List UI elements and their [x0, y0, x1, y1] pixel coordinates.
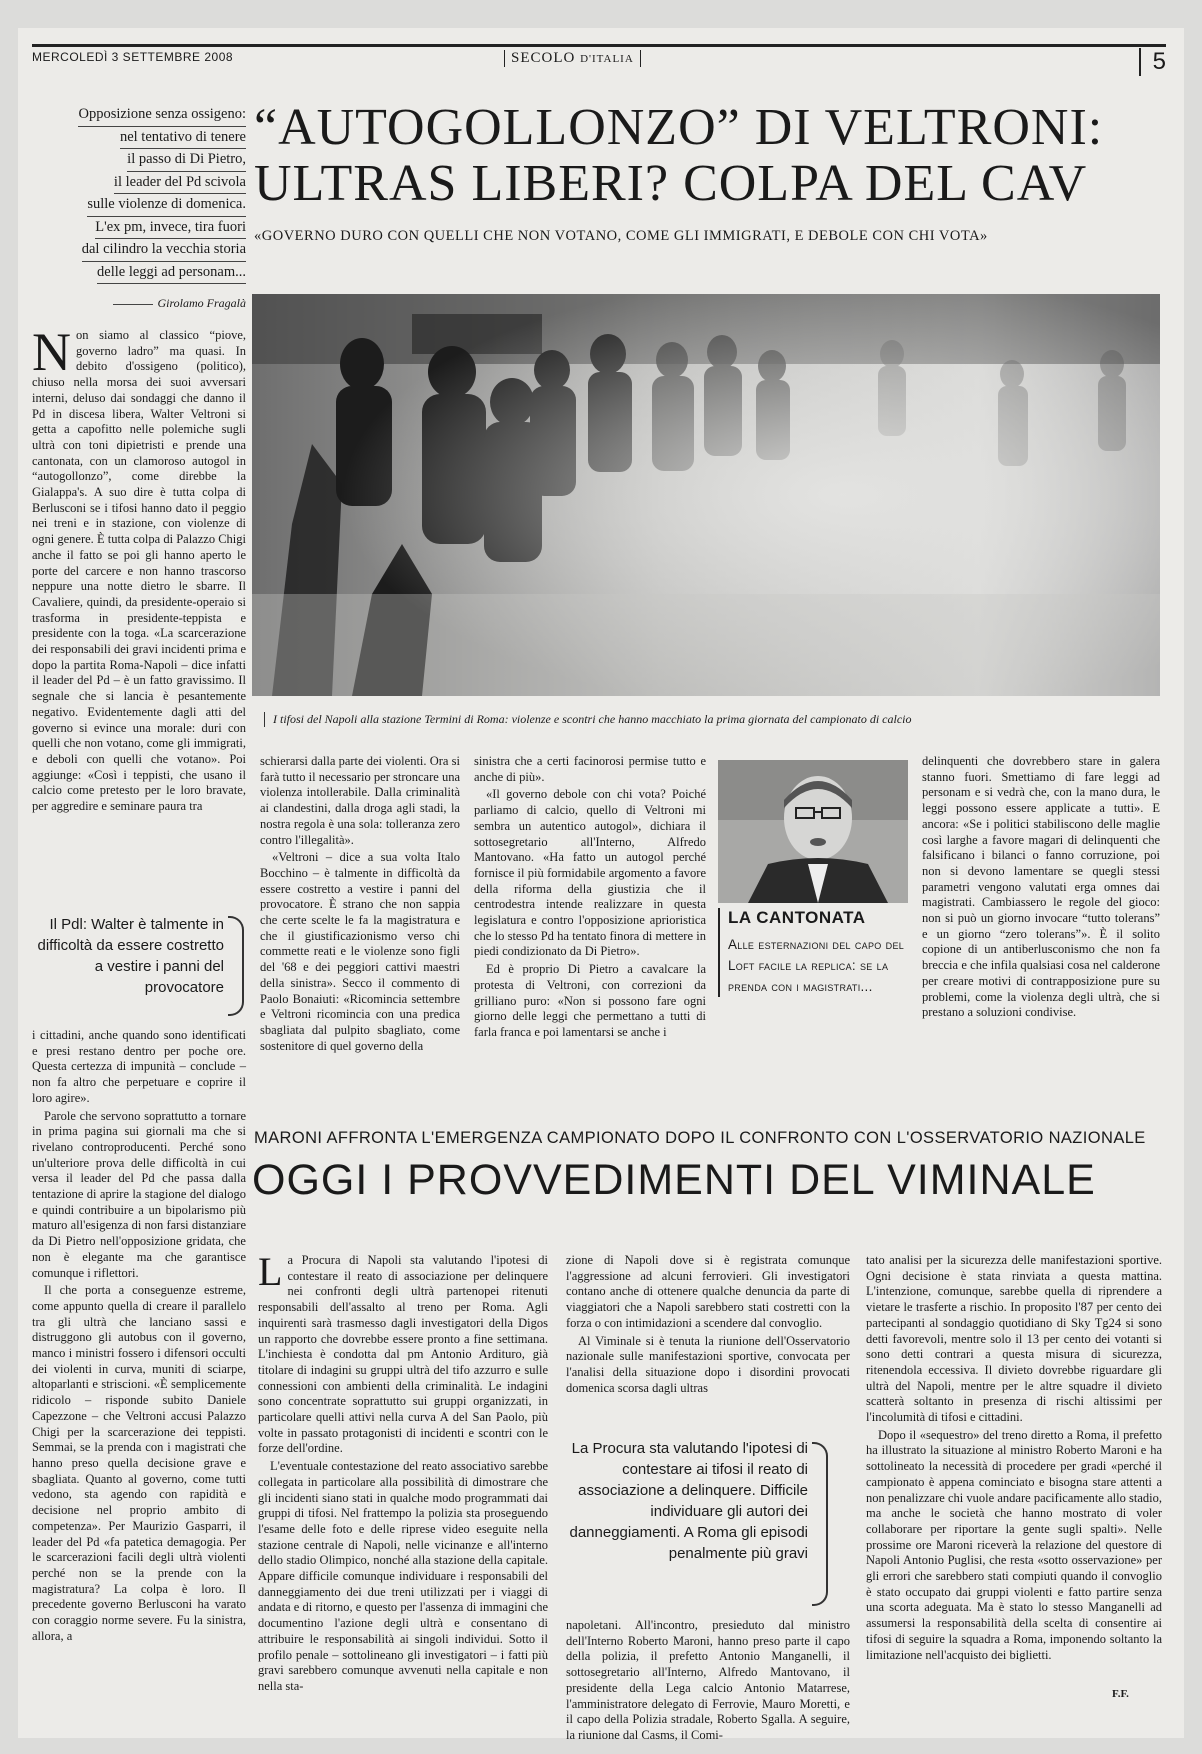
- paragraph: tato analisi per la sicurezza delle manifestazioni sportive. Ogni decisione è stata rinviata a questa mattina. L'intenzione, comunque, sarebbe quella di riprendere a vietare le trasferte a rischio. In proposito l'87 per cento dei partecipanti al sondaggio quotidiano di Sky Tg24 si sono detti favorevoli, mentre solo il 13 per cento dei votanti si sono detti contrari a questa misura di sicurezza, ritenendola eccessiva. Il divieto dovrebbe riguardare gli ultrà del Napoli, mentre per le altre squadre il divieto scatterà soltanto in presenza di rischi altissimi per l'incolumità di tifosi e cittadini.: [866, 1253, 1162, 1425]
- paragraph: «Il governo debole con chi vota? Poiché parliamo di calcio, quello di Veltroni mi sembra un autentico autogol», dichiara il sottosegretario all'Interno, Alfredo Mantovano. «Ha fatto un autogol perché fornisce il più formidabile argomento a favore della riforma della giustizia che il centrodestra intende realizzare in questa legislatura e contro l'opposizione aprioristica che lo stesso Pd ha tentato finora di mettere in piedi condizionato da Di Pietro».: [474, 787, 706, 959]
- paragraph: [32, 322, 246, 815]
- pull-quote: Il Pdl: Walter è talmente in difficoltà da essere costretto a vestire i panni del provocatore: [32, 914, 246, 1016]
- paragraph: Ed è proprio Di Pietro a cavalcare la protesta di Veltroni, con correzioni da grilliano puro: «Non si possono fare ogni giorno delle leggi che permettano a tutti di farla franca e poi lamentarsi se anche i: [474, 962, 706, 1039]
- dropcap: N: [32, 322, 71, 382]
- article1-column-4: [922, 754, 1160, 1096]
- dropcap: L: [258, 1249, 283, 1294]
- article1-column-3: [474, 754, 706, 1096]
- paragraph: Dopo il «sequestro» del treno diretto a Roma, il prefetto ha illustrato la situazione al ministro Roberto Maroni e ha sottolineato la necessità di procedere per gradi «perché il campionato è appena cominciato e bisogna stare attenti a non penalizzare chi vuole andare pacificamente allo stadio, ma anche le società che hanno mostrato di voler collaborare per riportare la gente sugli spalti». Nelle prossime ore Maroni riceverà la relazione del questore di Napoli Antonio Puglisi, che resta «sotto osservazione» per gli errori che sarebbero stati compiuti quando il convoglio è stato occupato dai gruppi violenti e fatto partire senza una scorta adeguata. Ma è stato lo stesso Manganelli ad assumersi la responsabilità della scelta di consentire ai tifosi di seguire la squadra a Roma, imponendo soltanto la limitazione nell'acquisto dei biglietti.: [866, 1427, 1162, 1662]
- byline: [32, 296, 246, 311]
- author-name: Girolamo Fragalà: [157, 296, 246, 310]
- article2-column-2-top: [566, 1253, 850, 1427]
- header-rule: [32, 44, 1166, 47]
- paragraph: schierarsi dalla parte dei violenti. Ora si farà tutto il necessario per stroncare una violenza intollerabile. Dalla criminalità ai clandestini, dalla droga agli stadi, la nostra regola è una sola: tolleranza zero contro l'illegalità».: [260, 754, 460, 847]
- subheadline: «GOVERNO DURO CON QUELLI CHE NON VOTANO, COME GLI IMMIGRATI, E DEBOLE CON CHI VOTA»: [254, 228, 988, 244]
- headline-line-2: ULTRAS LIBERI? COLPA DEL CAV: [254, 155, 1088, 212]
- newspaper-page: [18, 28, 1184, 1742]
- intro-line: Opposizione senza ossigeno:: [78, 104, 246, 127]
- article-signature: F.F.: [1112, 1688, 1129, 1700]
- paragraph: sinistra che a certi facinorosi permise tutto e anche di più».: [474, 754, 706, 784]
- politician-portrait-photo: [718, 760, 908, 903]
- article1-column-1-top: [32, 322, 246, 896]
- masthead: [504, 50, 641, 67]
- photo-caption: I tifosi del Napoli alla stazione Termini di Roma: violenze e scontri che hanno macchiato la prima giornata del campionato di calcio: [264, 712, 1154, 727]
- headline-line-1: “AUTOGOLLONZO” DI VELTRONI:: [254, 99, 1104, 156]
- paragraph: i cittadini, anche quando sono identificati e presi restano dentro per poche ore. Questa certezza di impunità – conclude – non fa altro che perpetuare e coprire il loro agire».: [32, 1028, 246, 1105]
- article-intro: [32, 104, 246, 284]
- paragraph: L'eventuale contestazione del reato associativo sarebbe collegata in particolare alla possibilità di dimostrare che gli incidenti siano stati in qualche modo programmati dai gruppi di tifosi. Nel frattempo la polizia sta proseguendo l'esame delle foto e delle riprese video eseguite nella stazione centrale di Napoli, nelle vicinanze e all'interno dello stadio Olimpico, nonché alla stazione della capitale. Appare difficile comunque individuare i responsabili del danneggiamento dei due treni utilizzati per i viaggi di andata e di ritorno, e questo per l'assenza di immagini che documentino l'azione degli ultrà e consentano di attribuire le responsabilità ai singoli individui. Sotto il profilo penale – sottolineano gli investigatori – i fatti più gravi sarebbero comunque avvenuti nella capitale e non nella sta-: [258, 1459, 548, 1693]
- paragraph: Parole che servono soprattutto a tornare in prima pagina sui giornali ma che si rivelano controproducenti. Perché sono un'ulteriore prova delle difficoltà in cui versa il leader del Pd che passa dalla tentazione di aprire la stagione del dialogo e quindi contribuire a un bipolarismo più maturo all'esigenza di non farsi distanziare da Di Pietro nell'opposizione gridata, che non è elegante ma che garantisce comunque i riflettori.: [32, 1108, 246, 1280]
- intro-line: il passo di Di Pietro,: [127, 149, 246, 172]
- intro-line: delle leggi ad personam...: [97, 262, 246, 285]
- paragraph: delinquenti che dovrebbero stare in galera stanno fuori. Smettiamo di fare leggi ad personam e si vedrà che, con la mano dura, le leggi possono essere applicate a tutti». E ancora: «Se i politici stabiliscono delle maglie così larghe a favore magari di delinquenti che falsificano i bilanci o fanno corruzione, poi non si devono lamentare se quegli stessi parametri vengono valutati erga omnes dai magistrati. Cambiassero le regole del gioco: non si può un giorno invocare “tutto tolerans” e un giorno “zero tolerans”». È il solito copione di un antiberlusconismo che non fa breccia e che infila qualsiasi cosa nel calderone per creare motivi di contrapposizione pure su problemi, come la violenza degli ultrà, che si prestano a soluzioni condivise.: [922, 754, 1160, 1020]
- paragraph: Al Viminale si è tenuta la riunione dell'Osservatorio nazionale sulle manifestazioni sportive, convocata per l'analisi della situazione dopo i disordini provocati domenica scorsa dagli ultras: [566, 1333, 850, 1395]
- riot-police-smoke-photo: [252, 294, 1160, 696]
- intro-line: nel tentativo di tenere: [120, 127, 246, 150]
- sidebar-text: Alle esternazioni del capo del Loft facile la replica: se la prenda con i magistrati...: [728, 937, 905, 994]
- paragraph: napoletani. All'incontro, presieduto dal ministro dell'Interno Roberto Maroni, hanno preso parte il capo della polizia, il prefetto Antonio Manganelli, il sottosegretario all'Interno, Alfredo Mantovano, il presidente della Lega calcio Antonio Matarrese, l'amministratore delegato di Ferrovie, Mauro Moretti, e il capo della Polizia stradale, Roberto Sgalla. A seguire, la riunione dal Casms, il Comi-: [566, 1618, 850, 1742]
- intro-line: sulle violenze di domenica.: [87, 194, 246, 217]
- article2-headline: OGGI I PROVVEDIMENTI DEL VIMINALE: [252, 1156, 1096, 1204]
- intro-line: dal cilindro la vecchia storia: [82, 239, 246, 262]
- pull-quote: La Procura sta valutando l'ipotesi di contestare ai tifosi il reato di associazione a delinquere. Difficile individuare gli autori dei danneggiamenti. A Roma gli episodi penalmente più gravi: [558, 1438, 828, 1564]
- paragraph: «Veltroni – dice a sua volta Italo Bocchino – è talmente in difficoltà da essere costretto a vestire i panni del provocatore. È strano che non sappia che certe scelte le fa la magistratura e che il giustificazionismo verso chi commette reati e le violenze sono figli del '68 e dei peggiori cattivi maestri della sinistra». Secco il commento di Paolo Bonaiuti: «Ricomincia settembre e Veltroni ricomincia con una predica sbagliata dal pulpito sbagliato, come sostenitore di quel governo della: [260, 850, 460, 1053]
- sidebar-title: LA CANTONATA: [728, 908, 866, 927]
- photo-image: [252, 294, 1160, 696]
- paragraph: [258, 1249, 548, 1457]
- issue-date: MERCOLEDÌ 3 SETTEMBRE 2008: [32, 50, 234, 64]
- paragraph-text: a Procura di Napoli sta valutando l'ipotesi di contestare il reato di associazione per delinquere nei confronti degli ultrà partenopei ritenuti responsabili dell'assalto al treno per Roma. Agli inquirenti sarà trasmesso dagli investigatori della Digos un rapporto che dovrebbe essere pronto a fine settimana. L'inchiesta è condotta dal pm Antonio Ardituro, già titolare di indagini su gruppi ultrà del tifo azzurro e sulle connessioni con ambienti della criminalità. Le indagini sono concentrate soprattutto sui gruppi organizzati, in particolare quelli attivi nella curva A del San Paolo, più volte in passato protagonisti di incidenti e scontri con le forze dell'ordine.: [258, 1253, 548, 1456]
- article2-column-3: [866, 1253, 1162, 1683]
- intro-line: L'ex pm, invece, tira fuori: [95, 217, 246, 240]
- article2-column-1: [258, 1249, 548, 1723]
- masthead-suffix: D'ITALIA: [580, 53, 634, 65]
- paragraph: zione di Napoli dove si è registrata comunque l'aggressione ad alcuni ferrovieri. Gli investigatori contano anche di ottenere qualche denuncia da parte di viaggiatori che a Napoli sarebbero stati costretti con la forza o con intimidazioni a scendere dal convoglio.: [566, 1253, 850, 1330]
- headline: [254, 100, 1154, 212]
- paragraph: Il che porta a conseguenze estreme, come appunto quella di creare il parallelo tra gli ultrà che lanciano sassi e distruggono gli autobus con il governo, manco i ministri fossero i difensori occulti dei violenti in curva, muniti di sciarpe, altoparlanti e striscioni. «È semplicemente ridicolo – risponde subito Daniele Capezzone – che Veltroni accusi Palazzo Chigi per la scarcerazione dei teppisti. Semmai, se la prenda con i magistrati che hanno preso quella decisione grave e sbagliata. Quanto al governo, come tutti vedono, sta agendo con rapidità e decisione nel proprio ambito di competenza». Per Maurizio Gasparri, il leader del Pd «fa patetica demagogia. Per le scarcerazioni facili degli ultrà violenti perché non se la prende con la magistratura? La colpa è loro. Il precedente governo Berlusconi ha varato con coraggio norme severe. Fu la sinistra, allora, a: [32, 1283, 246, 1643]
- masthead-name: SECOLO: [511, 50, 576, 66]
- article1-column-1-bottom: [32, 1028, 246, 1728]
- sidebar-box: [718, 908, 908, 997]
- intro-line: il leader del Pd scivola: [114, 172, 246, 195]
- article2-kicker: MARONI AFFRONTA L'EMERGENZA CAMPIONATO DOPO IL CONFRONTO CON L'OSSERVATORIO NAZIONALE: [254, 1129, 1146, 1147]
- article2-column-2-bottom: [566, 1618, 850, 1742]
- article1-column-2: [260, 754, 460, 1096]
- paragraph-text: on siamo al classico “piove, governo ladro” ma quasi. In debito d'ossigeno (politico), chiuso nella morsa dei suoi avversari interni, deluso dai sondaggi che danno il Pd in discesa libera, Walter Veltroni si getta a capofitto nelle polemiche sugli ultrà con toni dipietristi e prende una cantonata, con un clamoroso autogol in “autogollonzo”, come direbbe la Gialappa's. A suo dire è tutta colpa di Berlusconi se i tifosi hanno dato il peggio nei treni e in stazione, con violenze di ogni genere. È tutta colpa di Palazzo Chigi anche il fatto se poi gli hanno aperto le porte del carcere e non hanno trascorso neppure una notte dietro le sbarre. Il Cavaliere, quindi, da presidente-operaio si trasforma in presidente-teppista e presidente con la toga. «La scarcerazione dei responsabili dei gravi incidenti prima e dopo la partita Roma-Napoli – dice infatti il leader del Pd – è un fatto gravissimo. Il segnale che si lancia è pesantemente negativo. Evidentemente dagli atti del governo si evince una morale: duri con quelli che non votano, come gli immigrati, e deboli con quelli che votano». Poi aggiunge: «Così i teppisti, che usano il calcio come pretesto per le loro bravate, per aggredire e seminare paura tra: [32, 328, 246, 814]
- portrait-image: [718, 760, 908, 903]
- page-number: 5: [1139, 48, 1166, 76]
